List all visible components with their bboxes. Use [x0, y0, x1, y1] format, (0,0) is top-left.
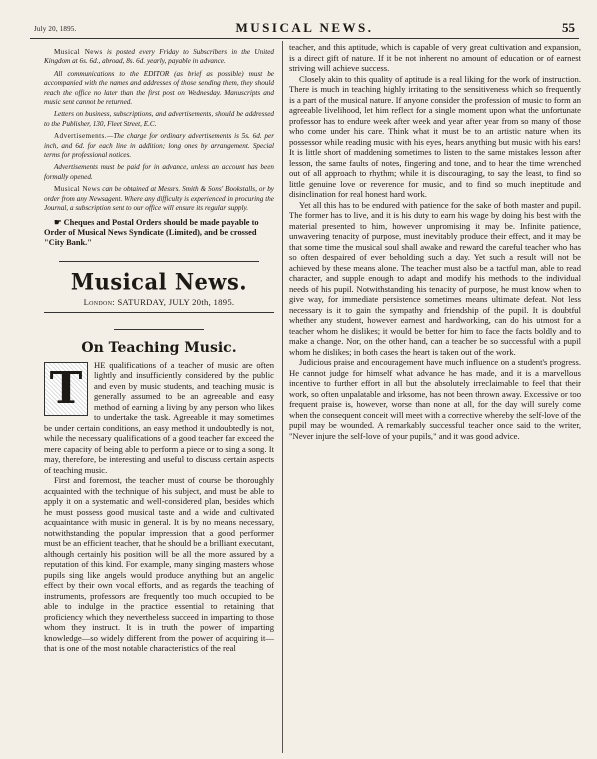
article-paragraph: First and foremost, the teacher must of course be thoroughly acquainted with the technique of his subject, and must be able to apply it on a systematic and well-considered plan, besides which he must possess good musical taste and a wide and cultivated acquaintance with music in general. It is by no means necessary, notwithstanding the popular impression that a good performer must be an efficient teacher, that he should be a brilliant executant, although certainly his position will be all the more assured by a reputation of this kind. For example, many singing masters whose pupils sing like angels would produce anything but an angelic effect by their own vocal efforts, and as regards the teaching of instruments, professors are frequently too much occupied to be able to indulge in the practice essential to retaining that proficiency which they nevertheless succeed in imparting to those whom they instruct. It is in truth the power of imparting knowledge—so widely different from the power of acquiring it—that is one of the most notable characteristics of the real — [44, 475, 274, 653]
notice: Letters on business, subscriptions, and advertisements, should be addressed to the Publisher, 130, Fleet Street, E.C. — [44, 110, 274, 128]
header-date: July 20, 1895. — [34, 25, 77, 33]
pointing-hand-icon: ☛ — [54, 217, 62, 227]
notice: Advertisements.—The charge for ordinary advertisements is 5s. 6d. per inch, and 6d. for each line in addition; long ones by arrangement. Special terms for professional notices. — [44, 132, 274, 160]
notice: Musical News is posted every Friday to Subscribers in the United Kingdom at 6s. 6d., abroad, 8s. 6d. yearly, payable in advance. — [44, 48, 274, 66]
drop-cap: T — [44, 362, 88, 416]
notice: Musical News can be obtained at Messrs. Smith & Sons' Bookstalls, or by order from any Newsagent. Where any difficulty is experienced in procuring the Journal, a subscription sent to our office will ensure its regular supply. — [44, 185, 274, 213]
dateline: London: SATURDAY, JULY 20th, 1895. — [83, 296, 235, 307]
page-number: 55 — [562, 20, 575, 35]
notice: Advertisements must be paid for in advance, unless an account has been formally opened. — [44, 163, 274, 181]
article-title: On Teaching Music. — [81, 339, 237, 356]
right-column — [289, 42, 581, 441]
section-rule — [114, 329, 204, 330]
notices-block — [44, 48, 274, 248]
column-divider — [282, 41, 283, 753]
masthead: Musical News. — [70, 267, 248, 295]
article-body-left — [44, 360, 274, 654]
masthead-rule — [44, 312, 274, 313]
header-rule — [30, 38, 579, 39]
left-column — [44, 48, 274, 654]
header-title: MUSICAL NEWS. — [235, 20, 374, 35]
article-paragraph: Closely akin to this quality of aptitude is a real liking for the work of instruction. There is much in teaching highly irritating to the sensitiveness which so frequently is a part of the musical nature. If anyone consider the profession of music to form an agreeable livelihood, let him reflect for a single moment upon what the unfortunate professor has to endure week after week and year after year from so many of those who come under his care. Think what it must be to an artistic nature when its possessor while reading music with his eyes, hears anything but music with his ears! It is little short of maddening sometimes to listen to the same mistakes lesson after lesson, the same faults of notes, fingering and tone, and to hear the time wrenched out of all approach to rhythm; while it is discouraging, to say the least, to find so little genuine love or reverence for music, and to find so much ineptitude and disinclination for real honest hard work. — [289, 73, 581, 199]
article-paragraph: HE qualifications of a teacher of music are often lightly and insufficiently considered by the public and even by music students, and teaching music is generally assumed to be an agreeable and easy method of earning a living by any person who likes to undertake the task. Agreeable it may sometimes be under certain conditions, an easy method it undoubtedly is not, while the necessary qualifications of a good teacher far exceed the mere capacity of being able to perform a piece or to sing a song. It may, therefore, be interesting and useful to discuss certain aspects of teaching music. — [44, 359, 274, 475]
article-paragraph: Yet all this has to be endured with patience for the sake of both master and pupil. The former has to live, and it is his duty to earn his wage by doing his best with the material presented to him, however unpromising it may be. Infinite patience, unwavering tenacity of purpose, must inevitably produce their effect, and it may be that some time the musical soul shall awake and reward the careful teacher who has so often despaired of ever beholding such a day. Yet such a result will not be achieved by these means alone. The teacher must also be a tactful man, able to read character, and supple enough to adapt and modify his methods to the individual needs of his pupil. Notwithstanding his tenacity of purpose, he must know when to give way, for immediate persistence sometimes means ultimate defeat. Not less necessary is it to gain the sympathy and friendship of the pupil. It is doubtful whether any student, however earnest and hardworking, can do his utmost for a teacher whom he dislikes; it would be better for him to face the facts boldly and to make a change. Nor, on the other hand, can a teacher be so successful with a pupil whom he dislikes; in both cases the heart is taken out of the work. — [289, 199, 581, 357]
notice: All communications to the EDITOR (as brief as possible) must be accompanied with the names and addresses of those sending them, they should reach the office no later than the first post on Wednesday. Manuscripts and music sent cannot be returned. — [44, 69, 274, 107]
article-paragraph: Judicious praise and encouragement have much influence on a student's progress. He cannot judge for himself what advance he has made, and it is a marvellous incentive to further effort in all but the absolutely irreclaimable to feel that their work, so often unpalatable and irksome, has not been thrown away. Excessive or too frequent praise is, however, worse than none at all, for the day will surely come when the consequent conceit will meet with a corrective whereby the self-love of the pupil may be wounded. A remarkably successful teacher once said to the writer, "Never injure the self-love of your pupils," and it was good advice. — [289, 357, 581, 441]
article-paragraph: teacher, and this aptitude, which is capable of very great cultivation and expansion, is a direct gift of nature. If it be not inherent no amount of education or of earnest striving will achieve success. — [289, 42, 581, 73]
page-header — [30, 19, 579, 37]
section-rule — [59, 261, 259, 262]
cheque-notice: ☛ Cheques and Postal Orders should be made payable to Order of Musical News Syndicate (Limited), and be crossed "City Bank." — [44, 217, 259, 247]
